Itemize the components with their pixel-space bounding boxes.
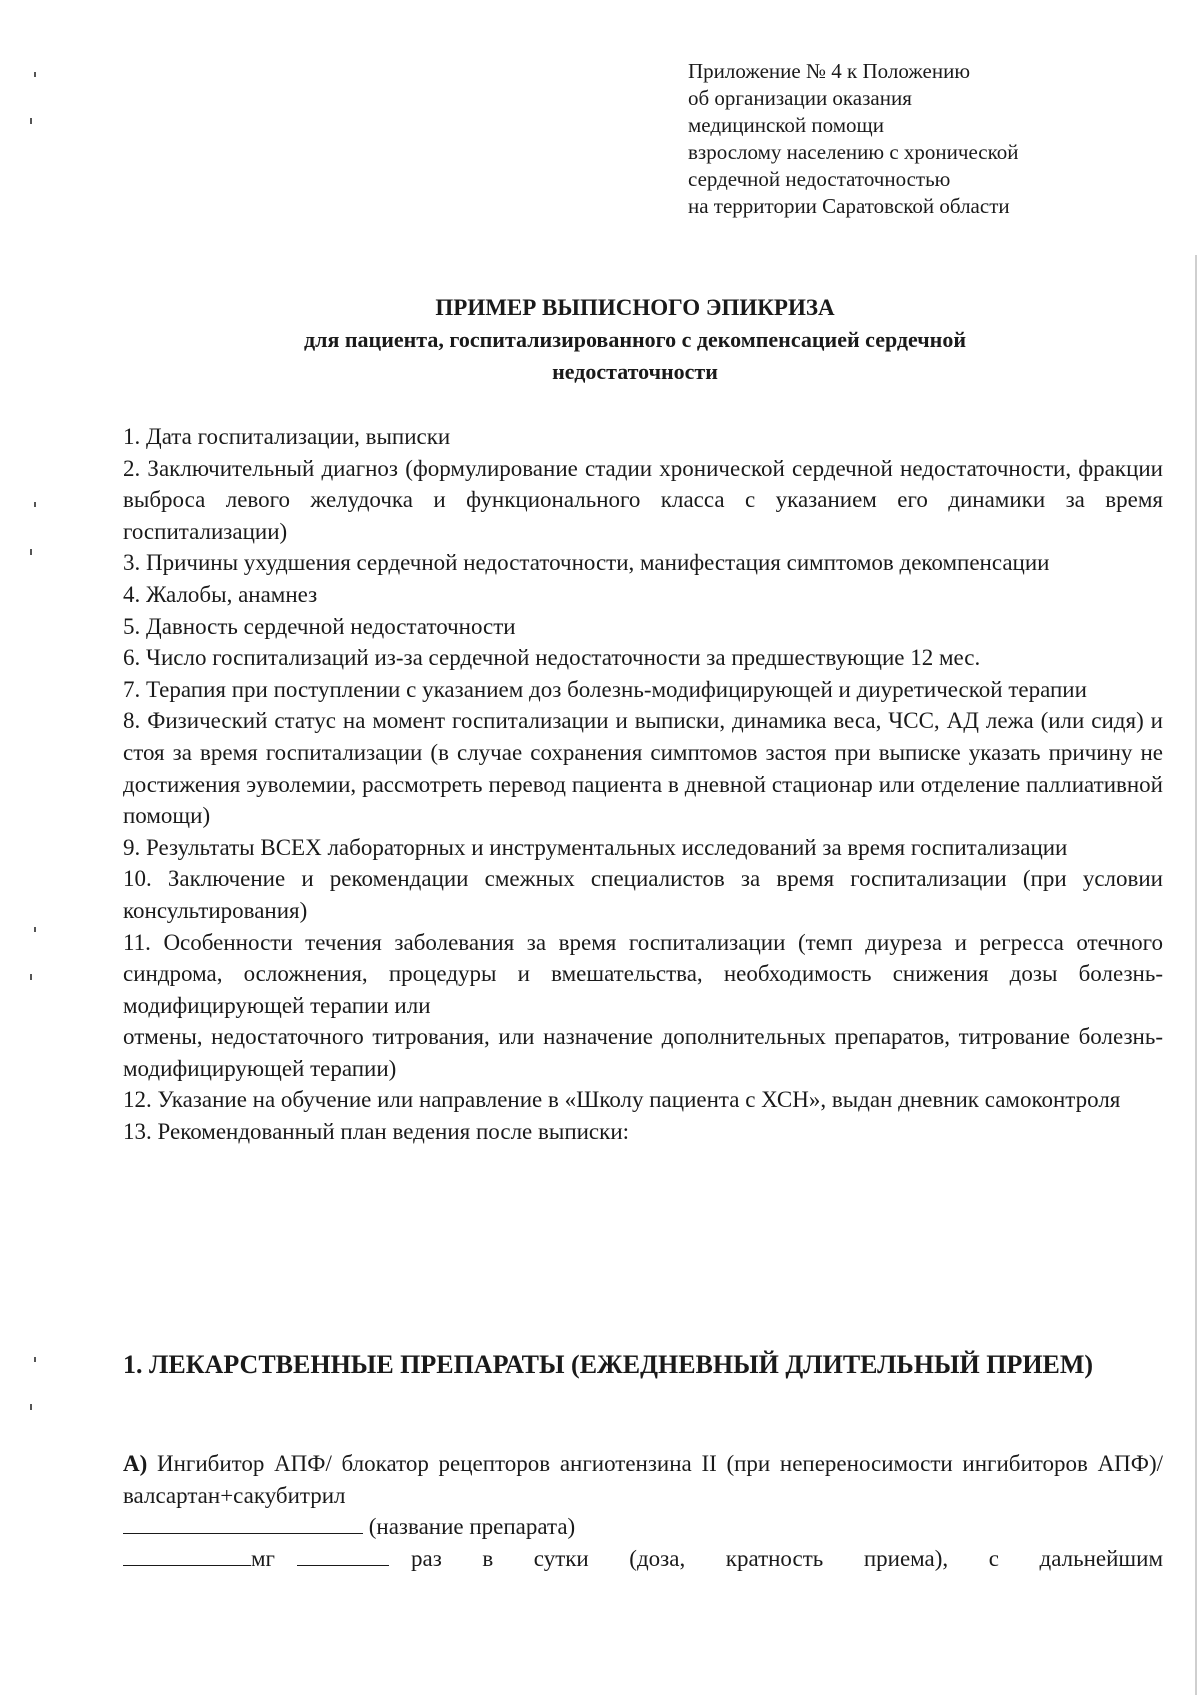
annex-line: медицинской помощи [688,113,884,137]
title-subtitle-cont: недостаточности [552,359,718,384]
annex-line: Приложение № 4 к Положению [688,59,971,83]
scan-mark [30,1404,32,1410]
title-subtitle: для пациента, госпитализированного с декомпенсацией сердечной [303,327,967,352]
dose-unit: мг [251,1546,275,1571]
drug-name-blank[interactable] [123,1511,363,1534]
list-item: 13. Рекомендованный план ведения после выписки: [123,1119,630,1145]
annex-line: взрослому населению с хронической [688,140,1019,164]
dose-text: раз в сутки (доза, кратность приема), с дальнейшим [411,1546,1163,1571]
list-item: 11. Особенности течения заболевания за время госпитализации (темп диуреза и регресса отечного синдрома, осложнения, процедуры и вмешательства, необходимость снижения дозы болезнь-модифицирующей терапии или [123,929,1163,1018]
document-title [160,292,1110,388]
scan-mark [30,118,32,124]
list-item: отмены, недостаточного титрования, или назначение дополнительных препаратов, титрование болезнь- модифицирующей терапии) [123,1024,1163,1081]
drug-a-paragraph [123,1448,1163,1511]
scan-edge [1195,255,1197,1695]
frequency-blank[interactable] [297,1543,389,1566]
epicrisis-items [123,421,1163,1148]
scan-mark [34,72,36,77]
annex-line: сердечной недостаточностью [688,167,951,191]
list-item: 8. Физический статус на момент госпитализации и выписки, динамика веса, ЧСС, АД лежа (или сидя) и стоя за время госпитализации (в случае сохранения симптомов застоя при выписке указать причину не достижения эуволемии, рассмотреть перевод пациента в дневной стационар или отделение паллиативной помощи) [123,708,1163,829]
list-item: 5. Давность сердечной недостаточности [123,613,516,639]
list-item: 1. Дата госпитализации, выписки [123,424,451,449]
list-item: 6. Число госпитализаций из-за сердечной недостаточности за предшествующие 12 мес. [123,645,981,671]
list-item: 4. Жалобы, анамнез [123,581,318,607]
list-item: 9. Результаты ВСЕХ лабораторных и инструментальных исследований за время госпитализации [123,834,1068,860]
section-heading: 1. ЛЕКАРСТВЕННЫЕ ПРЕПАРАТЫ (ЕЖЕДНЕВНЫЙ ДЛИТЕЛЬНЫЙ ПРИЕМ) [123,1350,1094,1379]
drug-name-hint: (название препарата) [368,1514,576,1539]
drug-a-text: Ингибитор АПФ/ блокатор рецепторов ангиотензина II (при непереносимости ингибиторов АПФ)/ валсартан+сакубитрил [123,1451,1164,1508]
annex-line: об организации оказания [688,86,912,110]
drug-dose-line [123,1543,1163,1575]
dose-blank[interactable] [123,1543,251,1566]
list-item: 10. Заключение и рекомендации смежных специалистов за время госпитализации (при условии консультирования) [123,866,1163,923]
title-main: ПРИМЕР ВЫПИСНОГО ЭПИКРИЗА [435,295,835,320]
annex-line: на территории Саратовской области [688,194,1010,218]
scan-mark [34,502,36,507]
scan-mark [30,549,32,555]
list-item: 3. Причины ухудшения сердечной недостаточности, манифестация симптомов декомпенсации [123,550,1050,576]
list-item: 2. Заключительный диагноз (формулирование стадии хронической сердечной недостаточности, фракции выброса левого желудочка и функционального класса с указанием его динамики за время госпитализации) [123,455,1163,544]
drug-a-label: А) [123,1451,148,1476]
scan-mark [34,927,36,932]
annex-reference [688,58,1019,220]
drug-name-line [123,1511,1163,1543]
scan-mark [34,1357,36,1362]
scan-mark [30,974,32,980]
list-item: 7. Терапия при поступлении с указанием доз болезнь-модифицирующей и диуретической терапии [123,676,1087,702]
list-item: 12. Указание на обучение или направление в «Школу пациента с ХСН», выдан дневник самоконтроля [123,1087,1121,1113]
